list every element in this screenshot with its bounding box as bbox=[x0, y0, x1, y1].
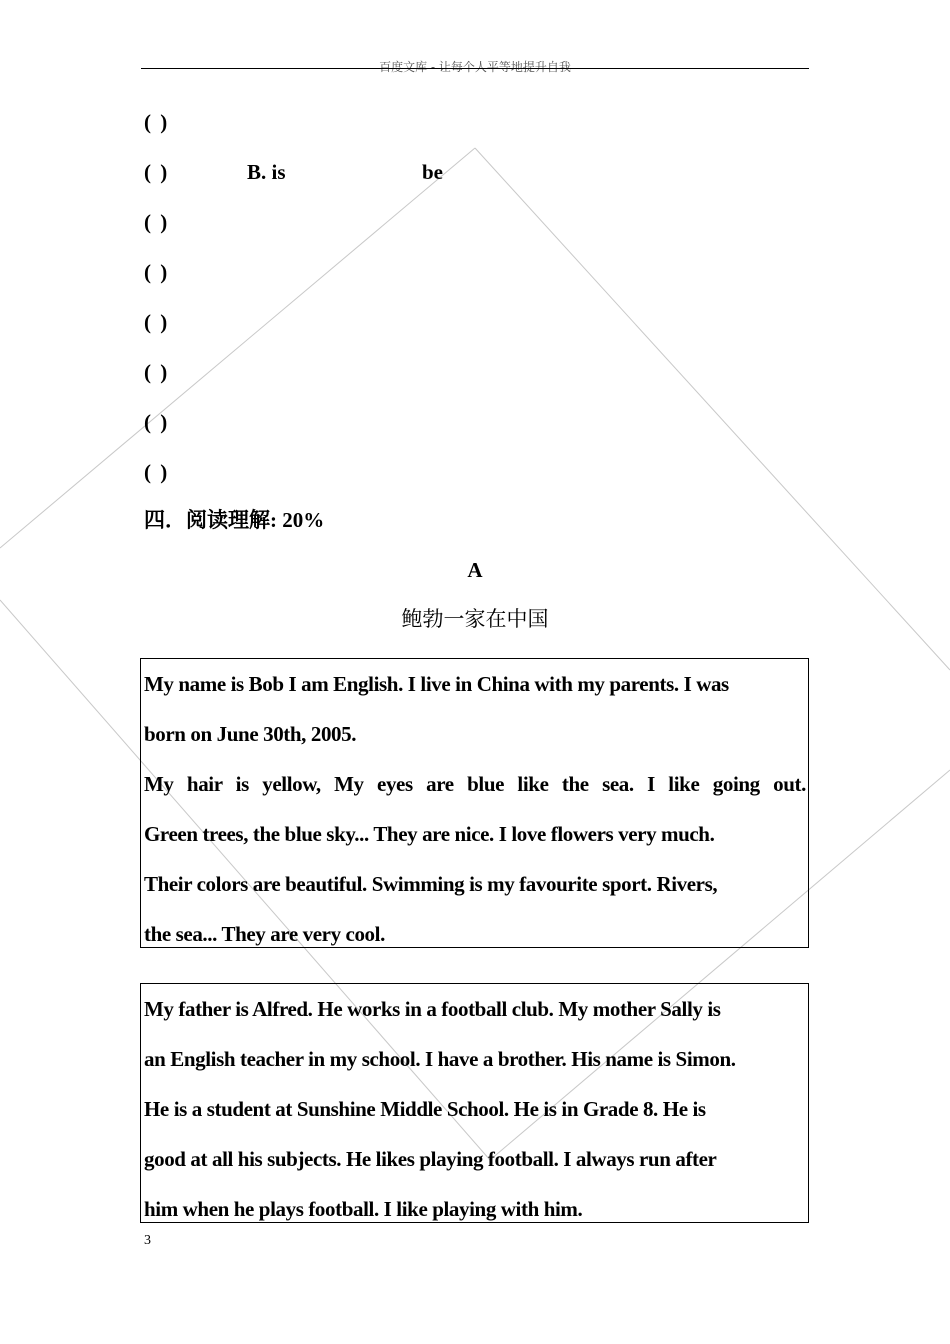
answer-paren: ( ) bbox=[144, 260, 170, 284]
question-row bbox=[144, 308, 184, 336]
question-row bbox=[144, 108, 184, 136]
passage-line: He is a student at Sunshine Middle School. He is in Grade 8. He is bbox=[144, 1097, 706, 1121]
page-number: 3 bbox=[144, 1233, 151, 1248]
header-rule bbox=[141, 68, 809, 69]
passage-box-2 bbox=[140, 983, 809, 1223]
passage-line: him when he plays football. I like playing with him. bbox=[144, 1197, 583, 1221]
answer-paren: ( ) bbox=[144, 160, 170, 184]
passage-line: born on June 30th, 2005. bbox=[144, 722, 357, 746]
passage-line: Green trees, the blue sky... They are nice. I love flowers very much. bbox=[144, 822, 715, 846]
answer-paren: ( ) bbox=[144, 110, 170, 134]
passage-line: My name is Bob I am English. I live in China with my parents. I was bbox=[144, 672, 729, 696]
page-header: 百度文库 - 让每个人平等地提升自我 bbox=[379, 60, 571, 74]
question-row bbox=[144, 258, 184, 286]
answer-paren: ( ) bbox=[144, 460, 170, 484]
question-row bbox=[144, 358, 184, 386]
question-row bbox=[144, 158, 443, 186]
question-row bbox=[144, 208, 184, 236]
passage-label: A bbox=[467, 558, 483, 582]
answer-paren: ( ) bbox=[144, 410, 170, 434]
passage-line: My father is Alfred. He works in a football club. My mother Sally is bbox=[144, 997, 721, 1021]
option-c: be bbox=[422, 160, 443, 184]
passage-line: the sea... They are very cool. bbox=[144, 922, 385, 946]
question-row bbox=[144, 458, 184, 486]
section-title: 四．阅读理解: 20% bbox=[144, 508, 325, 532]
passage-box-1 bbox=[140, 658, 809, 948]
passage-line: good at all his subjects. He likes playing football. I always run after bbox=[144, 1147, 717, 1171]
answer-paren: ( ) bbox=[144, 210, 170, 234]
answer-paren: ( ) bbox=[144, 310, 170, 334]
option-b: B. is bbox=[247, 160, 286, 184]
passage-title: 鲍勃一家在中国 bbox=[401, 607, 549, 631]
passage-line: an English teacher in my school. I have a brother. His name is Simon. bbox=[144, 1047, 736, 1071]
question-row bbox=[144, 408, 184, 436]
answer-paren: ( ) bbox=[144, 360, 170, 384]
passage-line: My hair is yellow, My eyes are blue like the sea. I like going out. bbox=[144, 772, 806, 796]
passage-line: Their colors are beautiful. Swimming is my favourite sport. Rivers, bbox=[144, 872, 718, 896]
